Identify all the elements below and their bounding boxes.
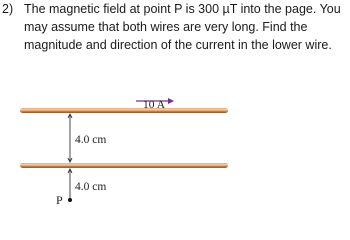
upper-current-label: 10 A	[143, 99, 166, 111]
problem-number: 2)	[2, 2, 14, 16]
point-p-dot	[68, 198, 72, 202]
point-p-label: P	[56, 193, 63, 207]
distance-lower-label: 4.0 cm	[75, 181, 107, 193]
upper-wire	[20, 108, 228, 113]
distance-upper-label: 4.0 cm	[75, 134, 107, 146]
lower-wire	[20, 163, 228, 168]
dimension-upper	[68, 114, 72, 162]
dimension-lower	[68, 169, 72, 199]
problem-text: The magnetic field at point P is 300 µT into the page. You may assume that both wires are very long. Find the magnitude and direction of the current in the lower wire.	[24, 2, 341, 52]
